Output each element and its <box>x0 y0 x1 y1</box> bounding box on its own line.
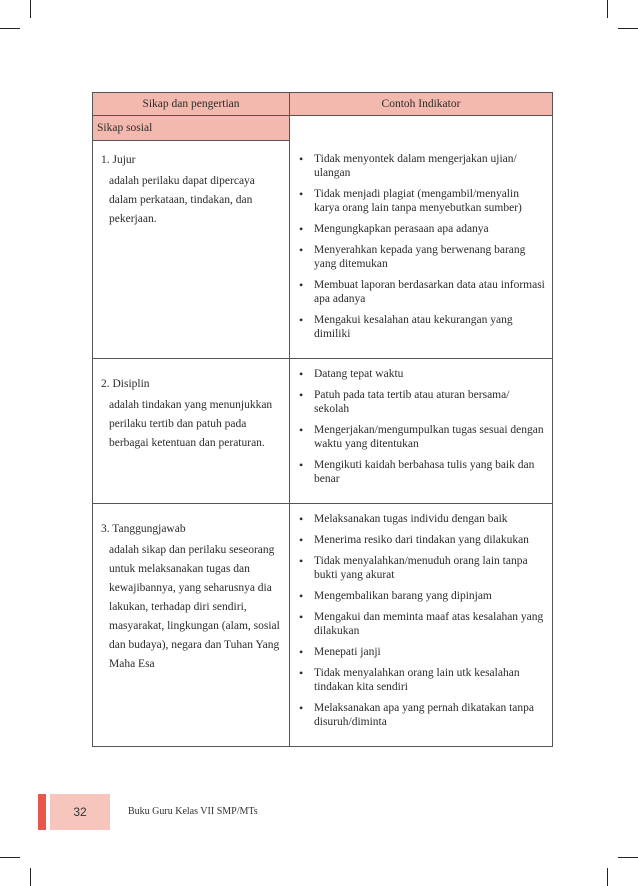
attitude-title: 1. Jujur <box>101 154 136 166</box>
attitude-description: adalah perilaku dapat dipercaya dalam perkataan, tindakan, dan pekerjaan. <box>109 175 255 225</box>
book-title: Buku Guru Kelas VII SMP/MTs <box>128 806 258 817</box>
indicator-item: • Mengembalikan barang yang dipinjam <box>296 589 546 603</box>
attitude-title: 3. Tanggungjawab <box>101 523 186 535</box>
crop-mark <box>0 28 20 29</box>
indicator-item: • Patuh pada tata tertib atau aturan bersama/ sekolah <box>296 388 546 416</box>
attitude-cell <box>93 504 290 747</box>
indicator-item: • Tidak menyalahkan orang lain utk kesalahan tindakan kita sendiri <box>296 666 546 694</box>
crop-mark <box>618 857 638 858</box>
crop-mark <box>618 28 638 29</box>
indicator-item: • Mengerjakan/mengumpulkan tugas sesuai dengan waktu yang ditentukan <box>296 423 546 451</box>
attitude-description: adalah tindakan yang menunjukkan perilaku tertib dan patuh pada berbagai ketentuan dan peraturan. <box>109 399 273 449</box>
indicator-cell <box>290 116 553 359</box>
indicator-item: • Mengikuti kaidah berbahasa tulis yang baik dan benar <box>296 458 546 486</box>
indicator-item: • Tidak menyontek dalam mengerjakan ujian/ ulangan <box>296 152 546 180</box>
attitude-description: adalah sikap dan perilaku seseorang untuk melaksanakan tugas dan kewajibannya, yang seharusnya dia lakukan, terhadap diri sendiri, masyarakat, lingkungan (alam, sosial dan budaya), negara dan Tuhan Yang Maha Esa <box>109 544 280 670</box>
indicator-item: • Mengungkapkan perasaan apa adanya <box>296 222 546 236</box>
indicator-item: • Mengakui dan meminta maaf atas kesalahan yang dilakukan <box>296 610 546 638</box>
crop-mark <box>30 868 31 886</box>
crop-mark <box>0 857 20 858</box>
attitude-title: 2. Disiplin <box>101 378 150 390</box>
indicator-item: • Melaksanakan apa yang pernah dikatakan tanpa disuruh/diminta <box>296 701 546 729</box>
header-left: Sikap dan pengertian <box>93 93 290 116</box>
crop-mark <box>30 0 31 18</box>
indicator-item: • Menepati janji <box>296 645 546 659</box>
attitude-indicator-table <box>92 92 553 747</box>
header-right: Contoh Indikator <box>290 93 553 116</box>
attitude-cell <box>93 359 290 504</box>
indicator-item: • Tidak menyalahkan/menuduh orang lain tanpa bukti yang akurat <box>296 554 546 582</box>
indicator-item: • Melaksanakan tugas individu dengan baik <box>296 512 546 526</box>
crop-mark <box>607 0 608 18</box>
page-number: 32 <box>73 805 87 819</box>
indicator-item: • Menyerahkan kepada yang berwenang barang yang ditemukan <box>296 243 546 271</box>
indicator-cell <box>290 504 553 747</box>
indicator-item: • Membuat laporan berdasarkan data atau informasi apa adanya <box>296 278 546 306</box>
footer-accent-bar <box>38 794 46 830</box>
subheader: Sikap sosial <box>93 116 289 141</box>
indicator-item: • Datang tepat waktu <box>296 367 546 381</box>
indicator-item: • Menerima resiko dari tindakan yang dilakukan <box>296 533 546 547</box>
crop-mark <box>607 868 608 886</box>
attitude-cell <box>93 116 290 359</box>
indicator-cell <box>290 359 553 504</box>
indicator-item: • Mengakui kesalahan atau kekurangan yang dimiliki <box>296 313 546 341</box>
indicator-item: • Tidak menjadi plagiat (mengambil/menyalin karya orang lain tanpa menyebutkan sumber) <box>296 187 546 215</box>
